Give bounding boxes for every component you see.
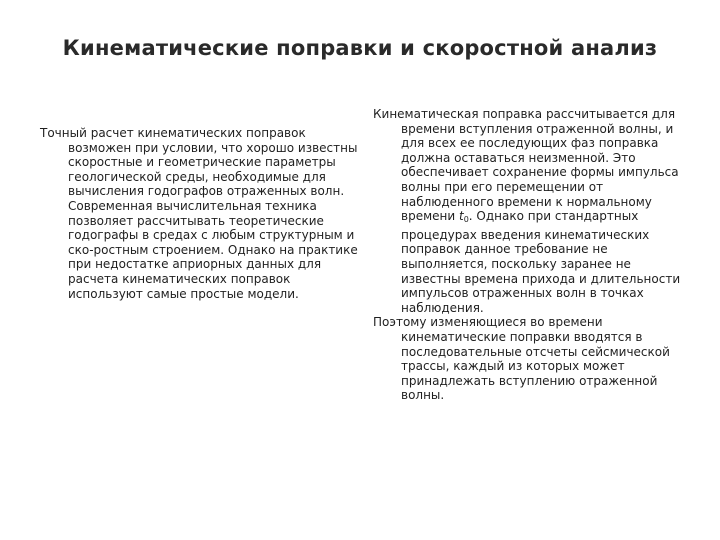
- right-paragraph-1: [373, 107, 691, 315]
- left-paragraph: Точный расчет кинематических поправок возможен при условии, что хорошо известны скоростные и геометрические параметры геологической среды, необходимые для вычисления годографов отраженных волн. Современная вычислительная техника позволяет рассчитывать теоретические годографы в средах с любым структурным и ско-ростным строением. Однако на практике при недостатке априорных данных для расчета кинематических поправок используют самые простые модели.: [40, 126, 358, 301]
- left-text-column: [40, 126, 358, 301]
- right-paragraph-1-tail: . Однако при стандартных процедурах введения кинематических поправок данное требование не выполняется, поскольку заранее не известны времена прихода и длительности импульсов отраженных волн в точках наблюдения.: [401, 209, 681, 315]
- slide-title: Кинематические поправки и скоростной анализ: [62, 36, 658, 60]
- formula-variable: t: [458, 209, 464, 224]
- formula-subscript: 0: [463, 215, 469, 225]
- right-paragraph-2: Поэтому изменяющиеся во времени кинематические поправки вводятся в последовательные отсчеты сейсмической трассы, каждый из которых может принадлежать вступлению отраженной волны.: [373, 315, 670, 403]
- right-text-column: [373, 107, 691, 403]
- right-paragraph-1-text: Кинематическая поправка рассчитывается для времени вступления отраженной волны, и для всех ее последующих фаз поправка должна оставаться неизменной. Это обеспечивает сохранение формы импульса волны при его перемещении от наблюденного времени к нормальному времени: [373, 107, 679, 224]
